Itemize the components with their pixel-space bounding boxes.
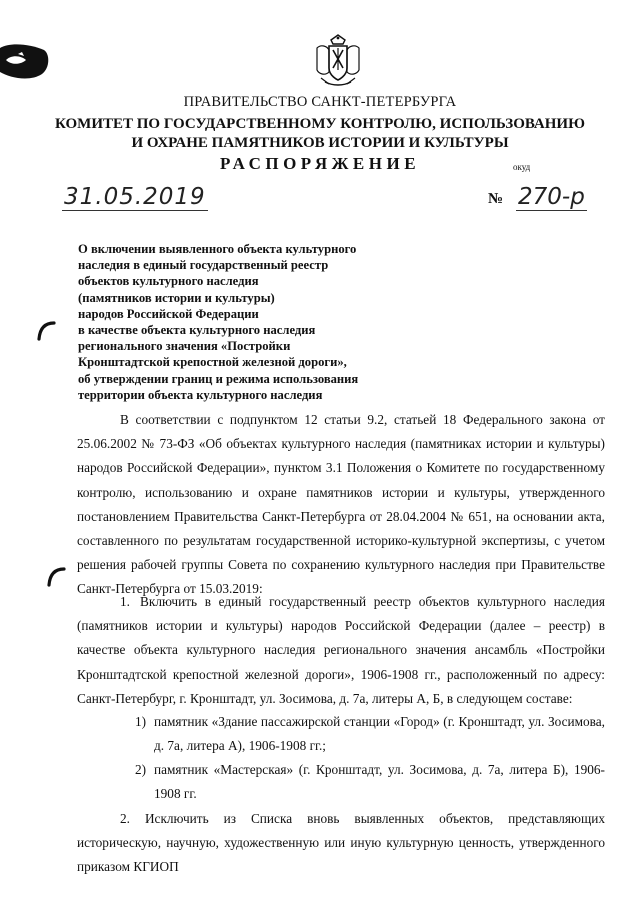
coat-of-arms-icon <box>313 34 363 88</box>
margin-tick-mark <box>36 320 58 342</box>
subject-line: территории объекта культурного наследия <box>78 387 323 402</box>
document-type-title: РАСПОРЯЖЕНИЕ <box>219 154 421 173</box>
subject-line: в качестве объекта культурного наследия <box>78 323 316 338</box>
okud-code-label: окуд <box>513 162 531 172</box>
subject-line: Кронштадтской крепостной железной дороги», <box>78 355 347 370</box>
document-date: 31.05.2019 <box>64 184 206 210</box>
sub-item-1 <box>135 710 605 758</box>
sub-item-1-number: 1) <box>135 714 147 729</box>
preamble-paragraph: В соответствии с подпунктом 12 статьи 9.2, статьей 18 Федерального закона от 25.06.2002 № 73-ФЗ «Об объектах культурного наследия (памятниках истории и культуры) народов Российской Федерации», пунктом 3.1 Положения о Комитете по государственному контролю, использованию и охране памятников истории и культуры, утвержденного постановлением Правительства Санкт-Петербурга от 28.04.2004 № 651, на основании акта, составленного по результатам государственной историко-культурной экспертизы, с учетом решения рабочей группы Совета по сохранению культурного наследия при Правительстве Санкт-Петербурга от 15.03.2019: <box>77 412 605 597</box>
subject-line: народов Российской Федерации <box>78 306 259 321</box>
item-1-text: Включить в единый государственный реестр объектов культурного наследия (памятников истории и культуры) народов Российской Федерации (далее – реестр) в качестве объекта культурного наследия регионального значения ансамбль «Постройки Кронштадтской крепостной железной дороги», 1906-1908 гг., расположенный по адресу: Санкт-Петербург, г. Кронштадт, ул. Зосимова, д. 7а, литеры А, Б, в следующем составе: <box>77 594 605 706</box>
ink-blot-mark <box>0 38 50 82</box>
subject-line: (памятников истории и культуры) <box>78 290 275 305</box>
committee-name-line-2: И ОХРАНЕ ПАМЯТНИКОВ ИСТОРИИ И КУЛЬТУРЫ <box>131 135 509 151</box>
sub-item-2-text: памятник «Мастерская» (г. Кронштадт, ул. Зосимова, д. 7а, литера Б), 1906-1908 гг. <box>154 762 605 802</box>
item-1-paragraph <box>77 590 605 711</box>
subject-line: об утверждении границ и режима использования <box>78 371 359 386</box>
document-number: 270-р <box>518 184 585 210</box>
document-number-label: № <box>488 191 504 207</box>
item-2-paragraph: 2. Исключить из Списка вновь выявленных объектов, представляющих историческую, научную, художественную или иную культурную ценность, утвержденного приказом КГИОП <box>77 811 605 875</box>
subject-line: наследия в единый государственный реестр <box>78 258 329 273</box>
document-subject <box>78 241 418 403</box>
subject-line: регионального значения «Постройки <box>78 339 291 354</box>
subject-line: объектов культурного наследия <box>78 274 259 289</box>
subject-line: О включении выявленного объекта культурного <box>78 242 357 256</box>
sub-item-1-text: памятник «Здание пассажирской станции «Город» (г. Кронштадт, ул. Зосимова, д. 7а, литера А), 1906-1908 гг.; <box>154 714 605 754</box>
sub-item-2 <box>135 758 605 806</box>
sub-item-2-number: 2) <box>135 762 147 777</box>
item-1-number: 1. <box>120 594 130 609</box>
committee-name <box>0 115 640 153</box>
margin-tick-mark <box>46 566 68 588</box>
government-name: ПРАВИТЕЛЬСТВО САНКТ-ПЕТЕРБУРГА <box>183 94 457 110</box>
committee-name-line-1: КОМИТЕТ ПО ГОСУДАРСТВЕННОМУ КОНТРОЛЮ, ИСПОЛЬЗОВАНИЮ <box>55 116 585 132</box>
